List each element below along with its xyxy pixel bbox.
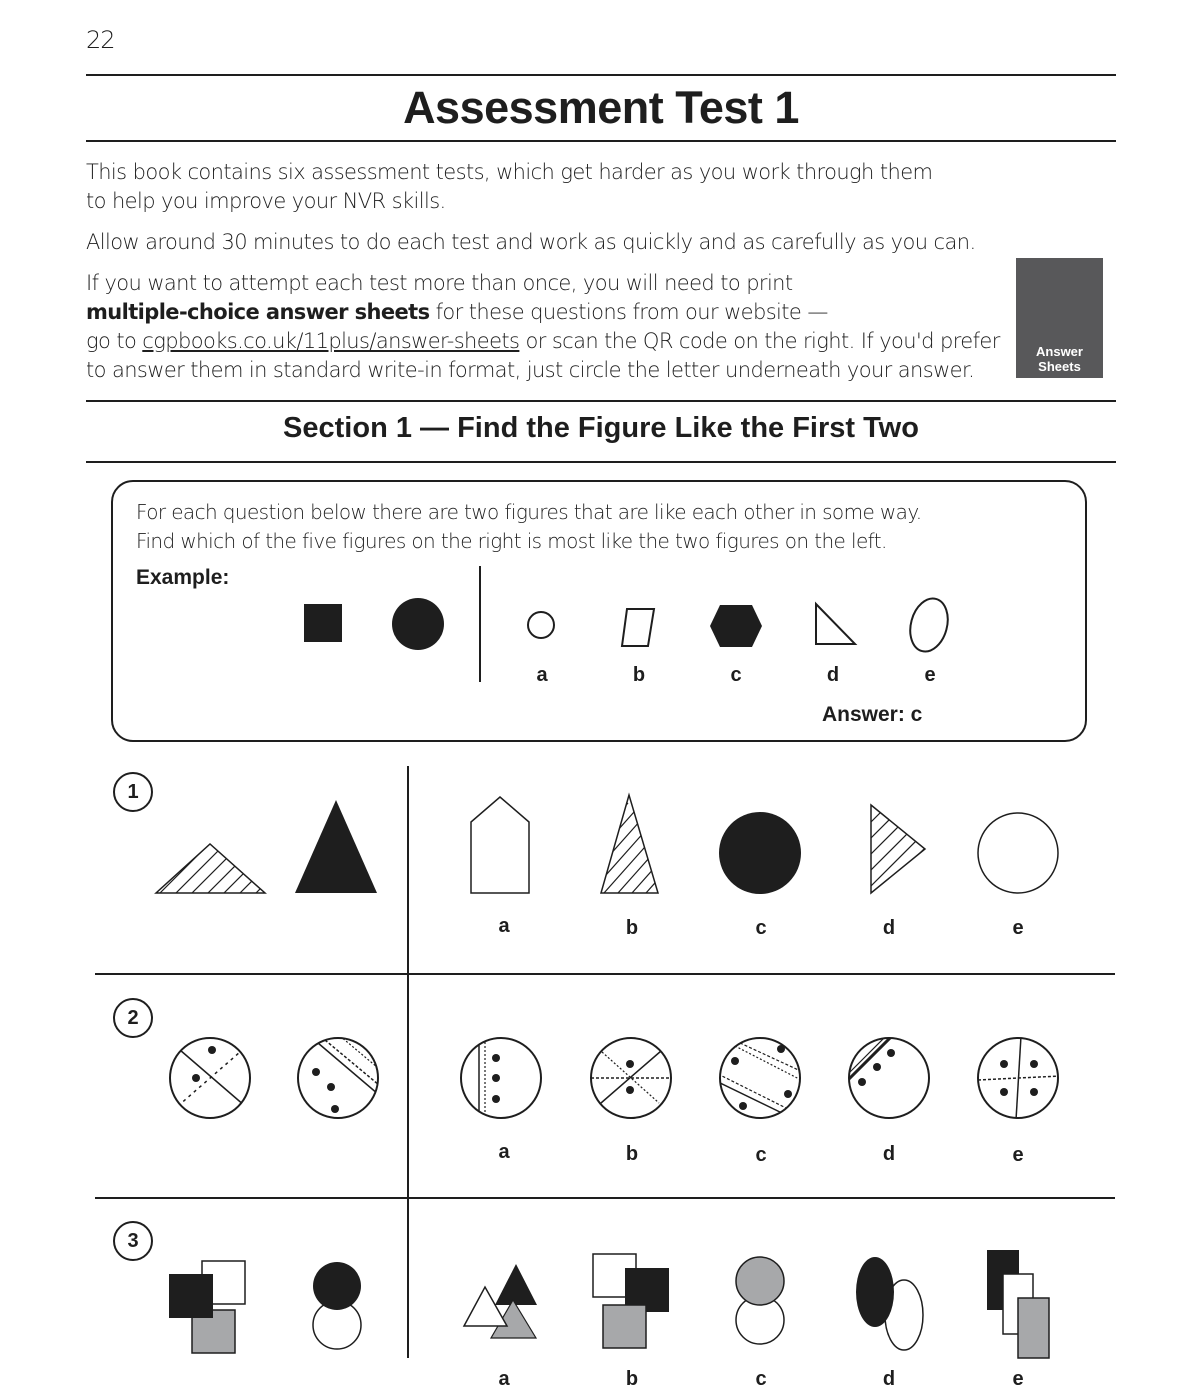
q2-option-b-label[interactable]: b [625, 1143, 639, 1165]
section-title: Section 1 — Find the Figure Like the First Two [283, 412, 919, 444]
q2-option-b-shape [591, 1038, 671, 1118]
q3-option-d-shape [856, 1257, 923, 1350]
q2-option-e-label[interactable]: e [1012, 1144, 1024, 1166]
q3-option-e-shape [987, 1250, 1049, 1358]
example-option-e-label[interactable]: e [924, 664, 936, 686]
q1-figure-black-triangle [295, 800, 377, 893]
example-option-c-label[interactable]: c [730, 664, 742, 686]
example-option-a-label[interactable]: a [536, 664, 548, 686]
q3-option-e-label[interactable]: e [1012, 1368, 1024, 1390]
q2-option-d-label[interactable]: d [882, 1143, 896, 1165]
q2-option-a-label[interactable]: a [498, 1141, 510, 1163]
page-title: Assessment Test 1 [403, 82, 799, 133]
q2-option-d-shape [848, 1036, 929, 1118]
q2-option-a-shape [461, 1030, 541, 1126]
q2-option-c-label[interactable]: c [755, 1144, 767, 1166]
intro-p3-bold: multiple-choice answer sheets [86, 300, 430, 324]
example-label: Example: [136, 566, 230, 589]
q1-option-d-label[interactable]: d [882, 917, 896, 939]
example-option-d-label[interactable]: d [826, 664, 840, 686]
q1-option-c-shape [719, 812, 801, 894]
q2-option-e-shape [978, 1036, 1060, 1120]
q3-figure-circles [313, 1262, 361, 1349]
q1-option-a-label[interactable]: a [498, 915, 510, 937]
q2-figure-2 [298, 1036, 390, 1118]
page-number: 22 [86, 26, 115, 54]
q3-option-a-shape [464, 1264, 537, 1338]
intro-p3-text-a: If you want to attempt each test more than once, you will need to print [86, 271, 793, 295]
q3-option-c-shape [736, 1257, 784, 1344]
q2-option-c-shape [718, 1038, 805, 1118]
instructions-line-1: For each question below there are two figures that are like each other in some way. [136, 500, 922, 524]
q1-option-d-shape [871, 793, 975, 902]
q3-option-c-label[interactable]: c [755, 1368, 767, 1390]
q3-option-b-shape [593, 1254, 669, 1348]
q1-option-e-shape [978, 813, 1058, 893]
qr-label-line2: Sheets [1038, 359, 1081, 374]
q1-option-b-shape [548, 795, 726, 893]
intro-paragraph-2: Allow around 30 minutes to do each test and work as quickly and as carefully as you can. [86, 230, 976, 254]
instructions-line-2: Find which of the five figures on the right is most like the two figures on the left. [136, 529, 887, 553]
qr-label-line1: Answer [1036, 344, 1083, 359]
intro-p3-text-d: or scan the QR code on the right. If you'd prefer to answer them in standard write-in format, just circle the letter underneath your answer. [86, 329, 1000, 382]
q3-option-d-label[interactable]: d [882, 1368, 896, 1390]
q1-figure-hatched-triangle [156, 838, 311, 893]
example-answer: Answer: c [822, 703, 923, 726]
q1-option-a-shape [471, 797, 529, 893]
q3-figure-squares [169, 1261, 245, 1353]
intro-p3-text-b: for these questions from our website — [435, 300, 828, 324]
q1-option-c-label[interactable]: c [755, 917, 767, 939]
q1-option-b-label[interactable]: b [625, 917, 639, 939]
question-2-number: 2 [113, 998, 153, 1038]
example-option-b-label[interactable]: b [632, 664, 646, 686]
intro-p3-text-c: go to [86, 329, 137, 353]
q3-option-b-label[interactable]: b [625, 1368, 639, 1390]
question-3-number: 3 [113, 1221, 153, 1261]
question-1-number: 1 [113, 772, 153, 812]
q3-option-a-label[interactable]: a [498, 1368, 510, 1390]
intro-paragraph-1: This book contains six assessment tests, which get harder as you work through them to help you improve your NVR skills. [86, 160, 933, 213]
answer-sheets-link[interactable]: cgpbooks.co.uk/11plus/answer-sheets [142, 329, 520, 353]
q1-option-e-label[interactable]: e [1012, 917, 1024, 939]
q2-figure-1 [170, 1038, 250, 1118]
